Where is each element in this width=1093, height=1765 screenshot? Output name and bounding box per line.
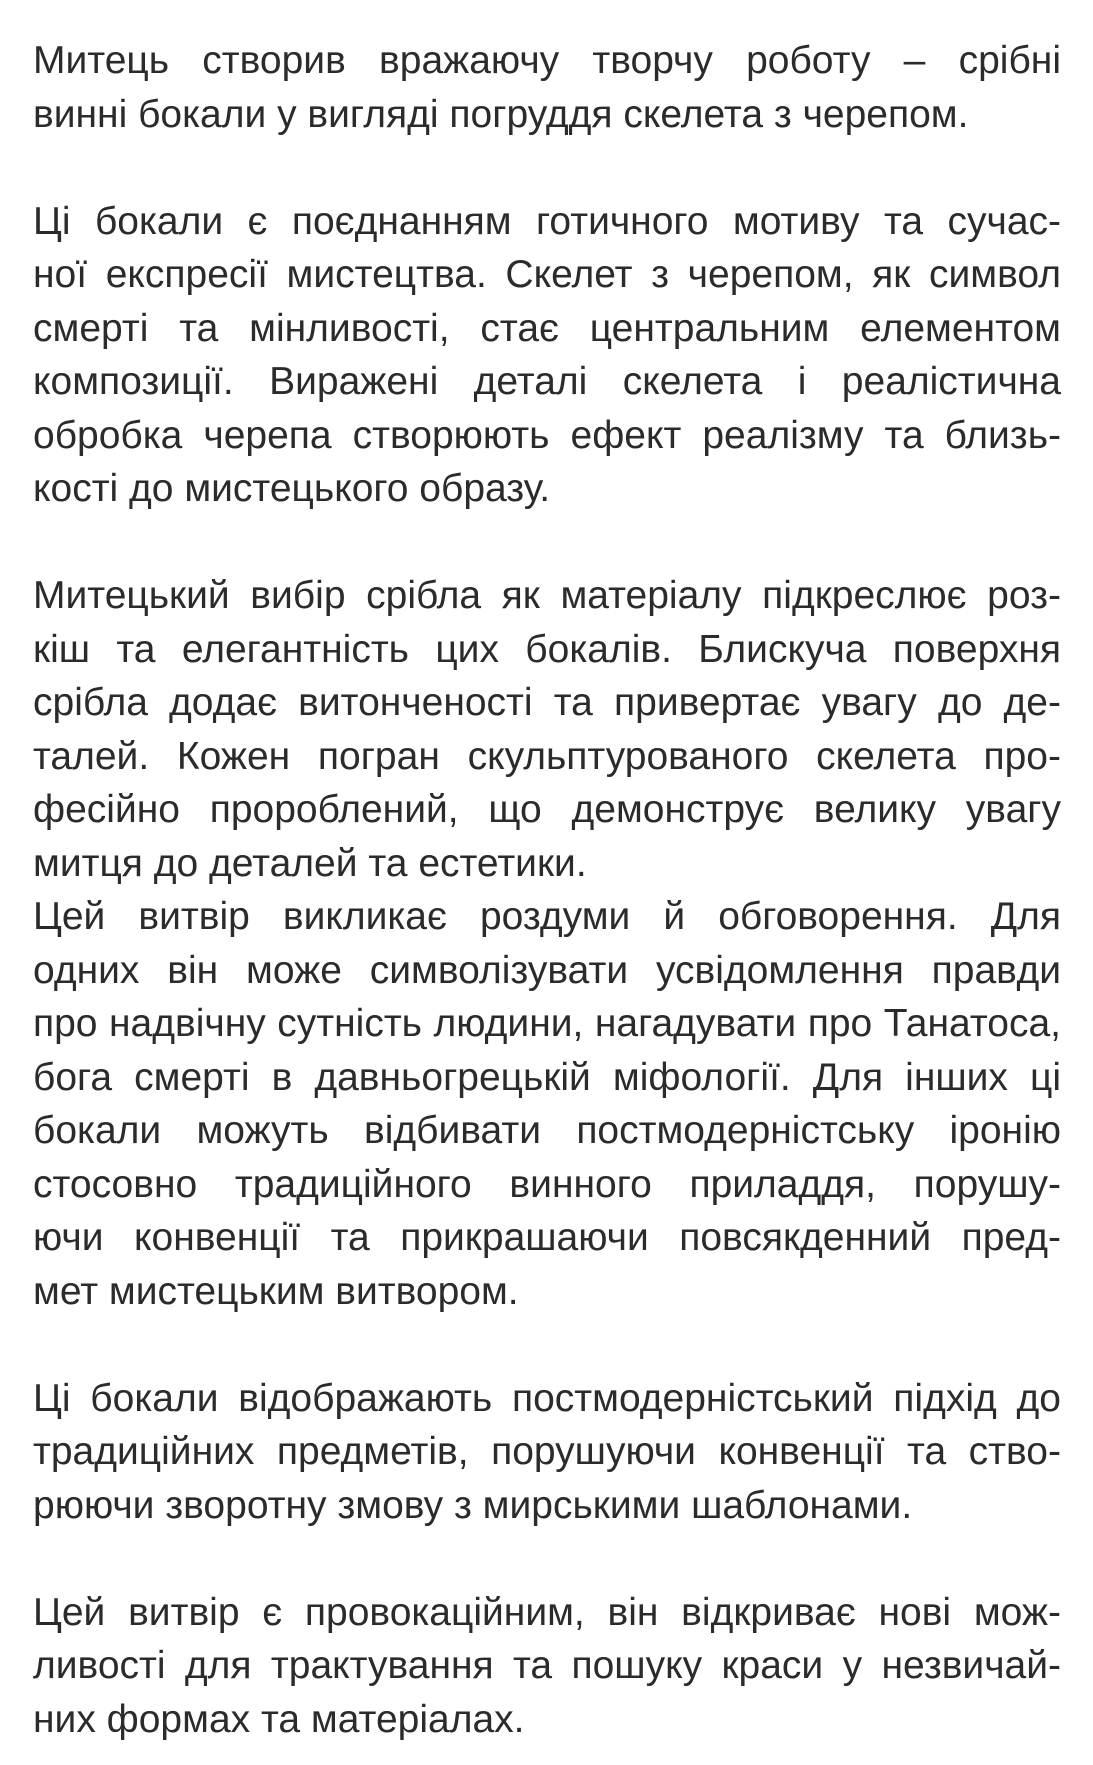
text-line: них формах та матеріалах. (33, 1697, 525, 1741)
text-line: традиційних предметів, порушуючи конвенції та ство- (33, 1430, 1061, 1473)
paragraph-5 (33, 1372, 1061, 1533)
text-line: смерті та мінливості, стає центральним елементом (33, 306, 1061, 350)
text-line: Ці бокали є поєднанням готичного мотиву та сучас- (33, 199, 1061, 243)
paragraph-gap (33, 516, 1061, 570)
document-body (33, 34, 1061, 1746)
text-line: композиції. Виражені деталі скелета і реалістична (33, 360, 1061, 403)
text-line: бокали можуть відбивати постмодерністську іронію (33, 1109, 1061, 1152)
text-line: фесійно пророблений, що демонструє велику увагу (33, 788, 1061, 831)
paragraph-gap (33, 1532, 1061, 1586)
text-line: срібла додає витонченості та привертає увагу до де- (33, 681, 1061, 724)
paragraph-3 (33, 569, 1061, 890)
paragraph-2 (33, 195, 1061, 516)
text-line: стосовно традиційного винного приладдя, порушу- (33, 1162, 1061, 1206)
text-line: ної експресії мистецтва. Скелет з черепом, як символ (33, 253, 1061, 296)
text-line: Ці бокали відображають постмодерністський підхід до (33, 1376, 1061, 1420)
text-line: Митець створив вражаючу творчу роботу – срібні (33, 39, 1061, 82)
paragraph-6 (33, 1586, 1061, 1747)
text-line: обробка черепа створюють ефект реалізму та близь- (33, 413, 1061, 457)
text-line: Цей витвір є провокаційним, він відкриває нові мож- (33, 1590, 1061, 1634)
text-line: ливості для трактування та пошуку краси у незвичай- (33, 1644, 1061, 1687)
text-line: Цей витвір викликає роздуми й обговорення. Для (33, 895, 1061, 938)
text-line: талей. Кожен погран скульптурованого скелета про- (33, 734, 1061, 778)
text-line: винні бокали у вигляді погруддя скелета з черепом. (33, 92, 969, 136)
text-line: кіш та елегантність цих бокалів. Блискуча поверхня (33, 627, 1061, 671)
text-line: бога смерті в давньогрецькій міфології. Для інших ці (33, 1055, 1061, 1099)
paragraph-gap (33, 1318, 1061, 1372)
text-line: кості до мистецького образу. (33, 467, 551, 510)
text-line: ючи конвенції та прикрашаючи повсякденний пред- (33, 1216, 1061, 1259)
text-line: Митецький вибір срібла як матеріалу підкреслює роз- (33, 574, 1061, 617)
text-line: митця до деталей та естетики. (33, 841, 587, 885)
text-line: одних він може символізувати усвідомлення правди (33, 948, 1061, 992)
text-line: рюючи зворотну змову з мирськими шаблонами. (33, 1483, 913, 1527)
text-line: мет мистецьким витвором. (33, 1269, 519, 1313)
paragraph-1 (33, 34, 1061, 141)
paragraph-gap (33, 141, 1061, 195)
paragraph-4 (33, 890, 1061, 1318)
text-line: про надвічну сутність людини, нагадувати про Танатоса, (33, 1002, 1061, 1045)
